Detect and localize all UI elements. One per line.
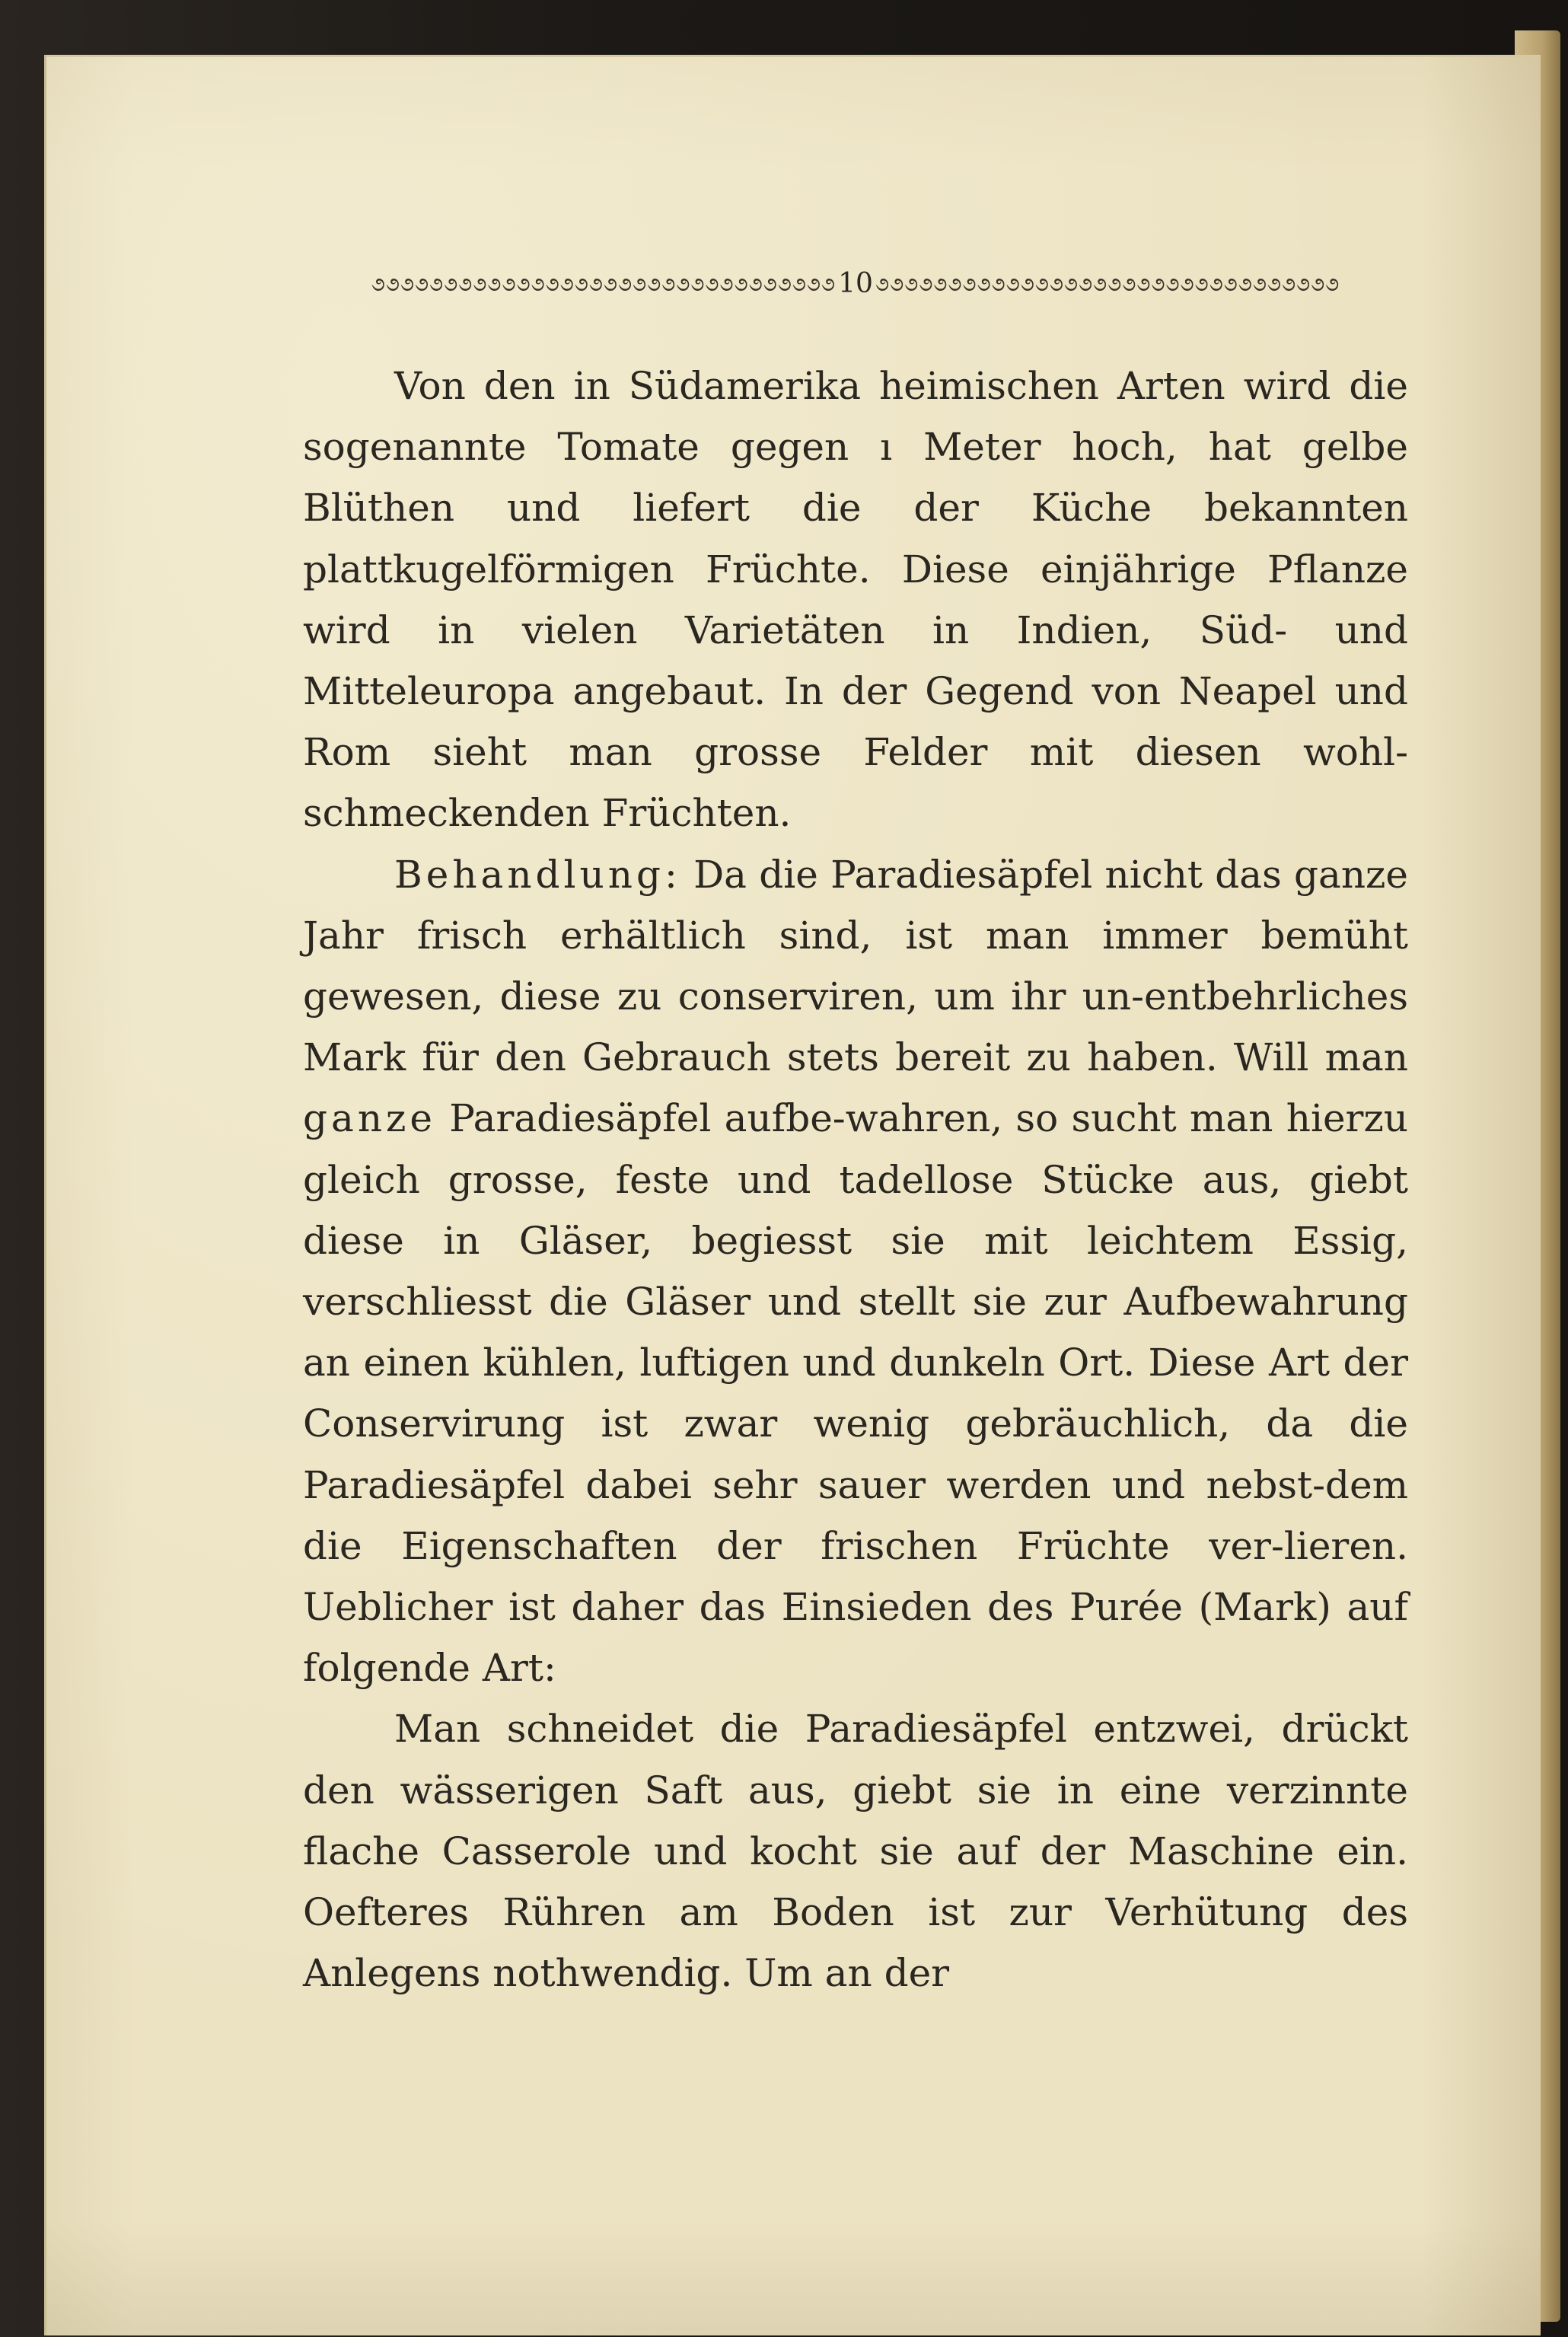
scroll-ornament-icon: ૭૭૭૭૭૭૭૭૭૭૭૭૭૭૭૭૭૭૭૭૭૭૭૭૭૭૭૭૭૭૭૭ (371, 273, 836, 296)
scroll-ornament-icon: ૭૭૭૭૭૭૭૭૭૭૭૭૭૭૭૭૭૭૭૭૭૭૭૭૭૭૭૭૭૭૭૭ (875, 273, 1340, 296)
paragraph-text: Man schneidet die Paradiesäpfel entzwei, drückt den wässerigen Saft aus, giebt sie in eine verzinnte flache Casserole und kocht sie auf der Maschine ein. Oefteres Rühren am Boden ist zur Verhütung des Anlegens nothwendig. Um an der (303, 1707, 1408, 1996)
page-header (44, 259, 1541, 312)
body-text (303, 355, 1408, 2004)
paragraph (303, 844, 1408, 1699)
paragraph-text: Von den in Südamerika heimischen Arten wird die sogenannte Tomate gegen ı Meter hoch, hat gelbe Blüthen und liefert die der Küche bekannten plattkugelförmigen Früchte. Diese einjährige Pflanze wird in vielen Varietäten in Indien, Süd- und Mitteleuropa angebaut. In der Gegend von Neapel und Rom sieht man grosse Felder mit diesen wohl-schmeckenden Früchten. (303, 364, 1408, 836)
emphasis: ganze (303, 1096, 436, 1141)
page-number: 10 (838, 268, 873, 299)
paragraph-text: Paradiesäpfel aufbe-wahren, so sucht man hierzu gleich grosse, feste und tadellose Stücke aus, giebt diese in Gläser, begiesst sie mit leichtem Essig, verschliesst die Gläser und stellt sie zur Aufbewahrung an einen kühlen, luftigen und dunkeln Ort. Diese Art der Conservirung ist zwar wenig gebräuchlich, da die Paradiesäpfel dabei sehr sauer werden und nebst-dem die Eigenschaften der frischen Früchte ver-lieren. Ueblicher ist daher das Einsieden des Purée (Mark) auf folgende Art: (303, 1096, 1408, 1691)
book-page (44, 55, 1541, 2335)
section-lead: Behandlung: (394, 852, 681, 897)
paragraph (303, 1698, 1408, 2004)
paragraph-text: Da die Paradiesäpfel nicht das ganze Jahr frisch erhältlich sind, ist man immer bemüht gewesen, diese zu conserviren, um ihr un-entbehrliches Mark für den Gebrauch stets bereit zu haben. Will man (303, 852, 1408, 1080)
paragraph (303, 355, 1408, 844)
